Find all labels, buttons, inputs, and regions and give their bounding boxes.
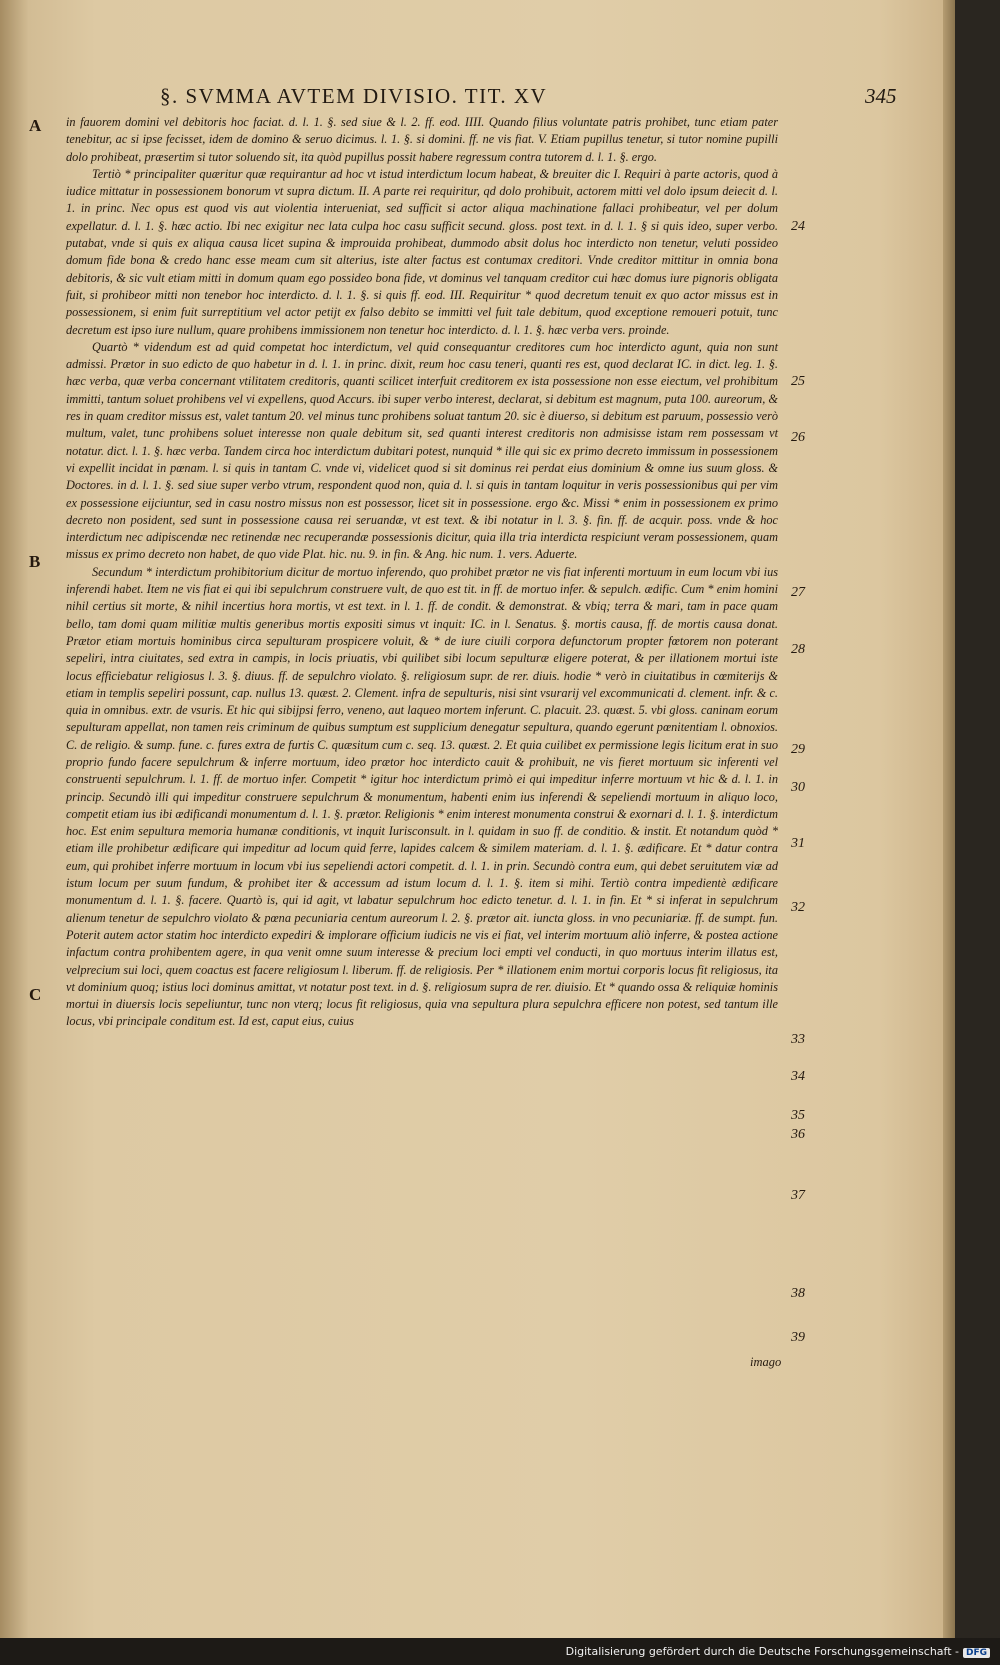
paragraph: in fauorem domini vel debitoris hoc faciat. d. l. 1. §. sed siue & l. 2. ff. eod. IIII. Quando filius voluntate patris prohibet, tunc etiam pater tenebitur, ac si ipse fecisset, idem de domino & seruo dicimus. l. 1. §. si domini. ff. ne vis fiat. V. Etiam pupillus tenetur, si tutor nomine pupilli dolo prohibeat, præsertim si tutor soluendo sit, ita quòd pupillus possit habere regressum contra tutorem d. l. 1. §. ergo.	[66, 115, 778, 164]
section-letter-a: A	[29, 116, 42, 135]
catchword: imago	[750, 1355, 782, 1369]
dfg-logo: DFG	[963, 1648, 990, 1658]
folio-number: 345	[865, 84, 897, 108]
funding-notice	[566, 1645, 990, 1658]
funding-text: Digitalisierung gefördert durch die Deutsche Forschungsgemeinschaft -	[565, 1645, 959, 1658]
running-head	[160, 84, 897, 109]
paragraph: Tertiò * principaliter quæritur quæ requirantur ad hoc vt istud interdictum locum habeat, & breuiter dic I. Requiri à parte actoris, quod à iudice mittatur in possessionem bonorum vt supra dictum. II. A parte rei requiritur, qd dolo prohibuit, actorem mitti vel dolo ipsum deiecit d. l. 1. in princ. Nec opus est quod vis aut violentia interueniat, sed sufficit si actor aliqua machinatione fallaci prohibeatur, vel per dolum expellatur. d. l. 1. §. hæc actio. Ibi nec exigitur nec lata culpa hoc casu sufficit secund. gloss. post text. in d. l. 1. § si quis ideo, super verbo. putabat, vnde si quis ex aliqua causa licet supina & improuida prohibeat, dummodo absit dolus hoc interdicto non tenetur, veluti possideo domum fide bona & credo hanc esse meam cum sit alterius, iste alter factus est contumax creditori. Vnde creditor mittitur in omnia bona debitoris, & sic vult etiam mitti in domum quam ego possideo bona fide, vt dominus vel tanquam creditor cui hæc domus iure pignoris obligata fuit, si prohibeor mitti non tenebor hoc interdicto. d. l. 1. §. si quis ff. eod. III. Requiritur * quod decretum tenuit ex quo actor missus est in possessionem, si enim fuit surreptitium vel actor petijt ex falso debito se immitti vel fuit tale debitum, quod exceptione remoueri potuit, tunc decretum est ipso iure nullum, quare prohibens immissionem non tenetur hoc interdicto. d. l. 1. §. hæc verba vers. proinde.	[66, 166, 778, 337]
margin-number: 31	[791, 836, 805, 851]
margin-number: 39	[791, 1330, 805, 1345]
section-letter-b: B	[29, 552, 41, 571]
margin-number: 36	[791, 1127, 805, 1142]
body-text	[66, 114, 778, 1031]
section-letter-c: C	[29, 985, 42, 1004]
margin-number: 35	[791, 1108, 805, 1123]
margin-number: 27	[791, 585, 805, 600]
margin-number: 32	[791, 900, 805, 915]
margin-number: 24	[791, 219, 805, 234]
margin-number: 38	[791, 1286, 805, 1301]
margin-number: 34	[791, 1069, 805, 1084]
page-gutter	[943, 0, 955, 1638]
margin-number: 26	[791, 430, 805, 445]
margin-number: 33	[791, 1032, 805, 1047]
paragraph: Secundum * interdictum prohibitorium dicitur de mortuo inferendo, quo prohibet prætor ne vis fiat inferenti mortuum in eum locum vbi ius inferendi habet. Item ne vis fiat ei qui ibi sepulchrum construere vult, de quo est tit. in ff. de mortuo infer. & sepulch. ædific. Cum * enim homini nihil certius sit morte, & nihil incertius hora mortis, vt est text. in l. 1. ff. de condit. & demonstrat. & vbiq; terra & mari, tam in pace quam bello, tam domi quam militiæ multis generibus mortis expositi simus vt inquit: IC. in l. Senatus. §. mortis causa, ff. de mortis causa donat. Prætor etiam mortuis hominibus circa sepulturam prospicere voluit, & * de iure ciuili corpora defunctorum propter fœtorem non poterant sepeliri, intra ciuitates, sed extra in campis, in locis priuatis, vbi quilibet sibi locum sepulturæ eligere poterat, & per illationem mortui iste locus efficiebatur religiosus l. 3. §. diuus. ff. de sepulchro violato. §. religiosum supr. de rer. diuis. hodie * verò in ciuitatibus in cœmiterijs & etiam in templis sepeliri possunt, cap. nullus 13. quæst. 2. Clement. infra de sepulturis, nisi sint vsurarij vel excommunicati d. clement. infr. & c. quia in omnibus. extr. de vsuris. Et hic qui sibijpsi ferro, veneno, aut laqueo mortem inferunt. C. placuit. 23. quæst. 5. vbi gloss. caninam eorum sepulturam appellat, non tamen reis criminum de quibus sumptum est supplicium denegatur sepultura, quando egerunt pœnitentiam l. obnoxios. C. de religio. & sump. fune. c. fures extra de furtis C. quæsitum cum c. seq. 13. quæst. 2. Et quia cuilibet ex permissione legis licitum erat in suo proprio fundo facere sepulchrum & inferre mortuum, ideo prætor hoc interdicto cauit & prohibuit, ne vis fieret mortuum sic inferenti vel construenti sepulchrum. l. 1. ff. de mortuo infer. Competit * igitur hoc interdictum primò ei qui impeditur inferre mortuum vt hic & d. l. 1. in princip. Secundò illi qui impeditur construere sepulchrum & monumentum, habenti enim ius inferendi & sepeliendi mortuum in aliquo loco, competit etiam ius ibi ædificandi monumentum d. l. 1. §. prætor. Religionis * enim interest monumenta construi & exornari d. l. 1. §. interdictum hoc. Est enim sepultura memoria humanæ conditionis, vt inquit Iurisconsult. in l. quidam in suo ff. de conditio. & instit. Et notandum quòd * etiam ille prohibetur ædificare qui impeditur ad locum quid ferre, lapides calcem & similem materiam. d. l. 1. §. ædificare. Et * datur contra eum, qui prohibet inferre mortuum in locum vbi ius sepeliendi actori competit. d. l. 1. in prin. Secundò contra eum, qui debet seruitutem viæ ad istum locum per suum fundum, & prohibet iter & accessum ad istum locum d. l. 1. §. item si mihi. Tertiò contra impedientè ædificare monumentum d. l. 1. §. facere. Quartò is, qui id agit, vt labatur sepulchrum hoc edicto tenetur. d. l. 1. in fin. Et * si inferat in sepulchrum alienum tenetur de sepulchro violato & pœna pecuniaria centum aureorum l. 2. §. prætor ait. iuncta gloss. in vno pecuniariæ. ff. de sumpt. fun. Poterit autem actor statim hoc interdicto expediri & implorare officium iudicis ne vis ei fiat, vel interim mortuum aliò inferre, & postea actione infactum contra prohibentem agere, in qua venit omne suum interesse & precium loci empti vel conducti, in quo mortuus interim illatus est, velprecium sui loci, quem coactus est facere religiosum l. liberum. ff. de religiosis. Per * illationem enim mortui corporis locus fit religiosus, ita vt dominium quoq; istius loci dominus amittat, vt notatur post text. in d. §. religiosum supra de rer. diuisio. Et * quando ossa & reliquiæ hominis mortui in diuersis locis sepeliuntur, tunc non vterq; locus fit religiosus, quia vna sepultura plura sepulchra efficere non potest, sed tantum ille locus, vbi principale conditum est. Id est, caput eius, cuius	[66, 564, 778, 1029]
margin-number: 28	[791, 642, 805, 657]
running-head-title: §. SVMMA AVTEM DIVISIO. TIT. XV	[160, 84, 548, 108]
margin-number: 25	[791, 374, 805, 389]
margin-number: 37	[791, 1188, 805, 1203]
paragraph: Quartò * videndum est ad quid competat hoc interdictum, vel quid consequantur creditores cum hoc interdicto agunt, quia non sunt admissi. Prætor in suo edicto de quo habetur in d. l. 1. in princ. dixit, reum hoc casu teneri, quanti res est, quod declarat IC. in dict. leg. 1. §. hæc verba, quæ verba concernant vtilitatem creditoris, quanti scilicet interfuit creditorem ex ista possessione non esse eiectum, vel prohibitum immitti, tantum soluet prohibens vel vi expellens, quod Accurs. ibi super verbo interest, declarat, si debitum est magnum, puta 100. aureorum, & res in quam creditor missus est, valet tantum 20. vel minus tunc prohibens soluat tantum 20. sic è diuerso, si debitum est paruum, possessio verò multum, valet, tunc prohibens soluet interesse non quale debitum sit, sed quanti interest creditoris non admisisse istam rem possessam vt notatur. dict. l. 1. §. hæc verba. Tandem circa hoc interdictum dubitari potest, nunquid * ille qui sic ex primo decreto immissum in possessionem vi expellit incidat in pœnam. l. si quis in tantam C. vnde vi, videlicet quod si sit dominus rei perdat eius dominium & omne ius suum gloss. & Doctores. in d. l. 1. §. sed siue super verbo vtrum, respondent quod non, quia d. l. si quis in tantam loquitur in veris possessionibus qui per vim ex possessione eijciuntur, sed in casu nostro missus non est possessor, licet sit in possessione. ergo &c. Missi * enim in possessionem ex primo decreto non posident, sed sunt in possessione causa rei seruandæ, vt est text. & ibi notatur in l. 3. §. fin. ff. de acquir. poss. vnde & hoc interdictum nec adipiscendæ nec retinendæ nec recuperandæ possessionis dicitur, quia illa tria interdicta respiciunt veram possessionem, quam missus ex primo decreto non habet, de quo vide Plat. hic. nu. 9. in fin. & Ang. hic num. 1. vers. Aduerte.	[66, 339, 778, 562]
margin-number: 29	[791, 742, 805, 757]
margin-number: 30	[791, 780, 805, 795]
